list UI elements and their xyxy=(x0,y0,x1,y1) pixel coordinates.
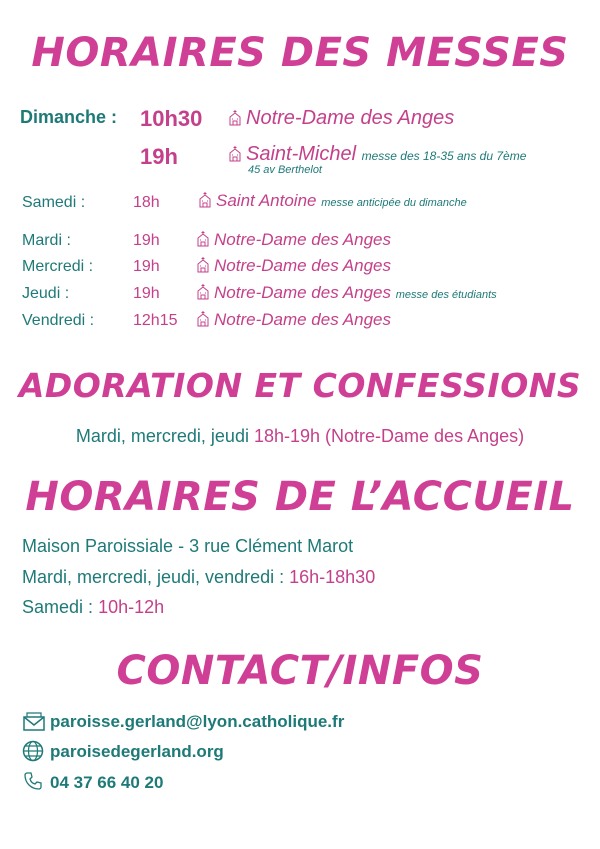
weekday-place-row xyxy=(196,283,497,303)
reception-weekdays-line xyxy=(22,567,375,588)
email-link[interactable]: paroisse.gerland@lyon.catholique.fr xyxy=(50,712,345,731)
church-icon xyxy=(228,146,242,162)
weekday-place: Notre-Dame des Anges xyxy=(214,310,392,329)
masses-title: HORAIRES DES MESSES xyxy=(31,30,569,76)
sunday-address-2: 45 av Berthelot xyxy=(248,164,322,176)
weekday-place-row xyxy=(196,256,391,276)
saturday-note: messe anticipée du dimanche xyxy=(321,197,467,209)
sunday-time-2: 19h xyxy=(140,144,178,169)
church-icon xyxy=(196,284,210,300)
reception-weekdays-label: Mardi, mercredi, jeudi, vendredi : xyxy=(22,567,285,587)
email-icon xyxy=(23,712,45,732)
phone-icon xyxy=(24,772,46,792)
adoration-hours: 18h-19h (Notre-Dame des Anges) xyxy=(253,426,525,446)
reception-saturday-line xyxy=(22,597,164,618)
reception-saturday-label: Samedi : xyxy=(22,597,94,617)
weekday-time: 19h xyxy=(133,258,160,275)
saturday-time: 18h xyxy=(133,194,160,211)
weekday-day: Jeudi : xyxy=(22,285,70,302)
weekday-time: 12h15 xyxy=(133,312,178,329)
adoration-days: Mardi, mercredi, jeudi xyxy=(75,426,249,446)
adoration-title: ADORATION ET CONFESSIONS xyxy=(18,366,582,405)
sunday-time-1: 10h30 xyxy=(140,106,203,131)
sunday-place-1-row xyxy=(228,107,454,130)
reception-weekdays-hours: 16h-18h30 xyxy=(289,567,376,587)
reception-title: HORAIRES DE L’ACCUEIL xyxy=(25,474,575,520)
weekday-day: Mardi : xyxy=(22,232,71,249)
reception-saturday-hours: 10h-12h xyxy=(98,597,165,617)
website-link[interactable]: paroisedegerland.org xyxy=(50,742,224,761)
weekday-day: Vendredi : xyxy=(22,312,95,329)
weekday-place: Notre-Dame des Anges xyxy=(214,256,392,275)
contact-title: CONTACT/INFOS xyxy=(116,648,484,694)
weekday-place: Notre-Dame des Anges xyxy=(214,230,392,249)
weekday-place-row xyxy=(196,310,391,330)
church-icon xyxy=(196,257,210,273)
weekday-day: Mercredi : xyxy=(22,258,94,275)
sunday-place-2: Saint-Michel xyxy=(246,143,357,165)
saturday-place: Saint Antoine xyxy=(216,191,317,210)
globe-icon xyxy=(22,740,44,760)
reception-address: Maison Paroissiale - 3 rue Clément Marot xyxy=(22,536,354,556)
church-icon xyxy=(196,231,210,247)
weekday-place: Notre-Dame des Anges xyxy=(214,283,392,302)
weekday-note: messe des étudiants xyxy=(395,289,497,301)
sunday-place-2-row xyxy=(228,143,526,166)
weekday-time: 19h xyxy=(133,232,160,249)
weekday-place-row xyxy=(196,230,391,250)
church-icon xyxy=(196,311,210,327)
saturday-place-row xyxy=(198,191,467,211)
sunday-note-2: messe des 18-35 ans du 7ème xyxy=(361,149,527,163)
sunday-day: Dimanche : xyxy=(20,107,118,127)
sunday-place-1: Notre-Dame des Anges xyxy=(246,107,455,129)
church-icon xyxy=(228,110,242,126)
phone-number[interactable]: 04 37 66 40 20 xyxy=(50,773,164,792)
saturday-day: Samedi : xyxy=(22,194,86,211)
adoration-line xyxy=(0,426,600,447)
weekday-time: 19h xyxy=(133,285,160,302)
church-icon xyxy=(198,192,212,208)
